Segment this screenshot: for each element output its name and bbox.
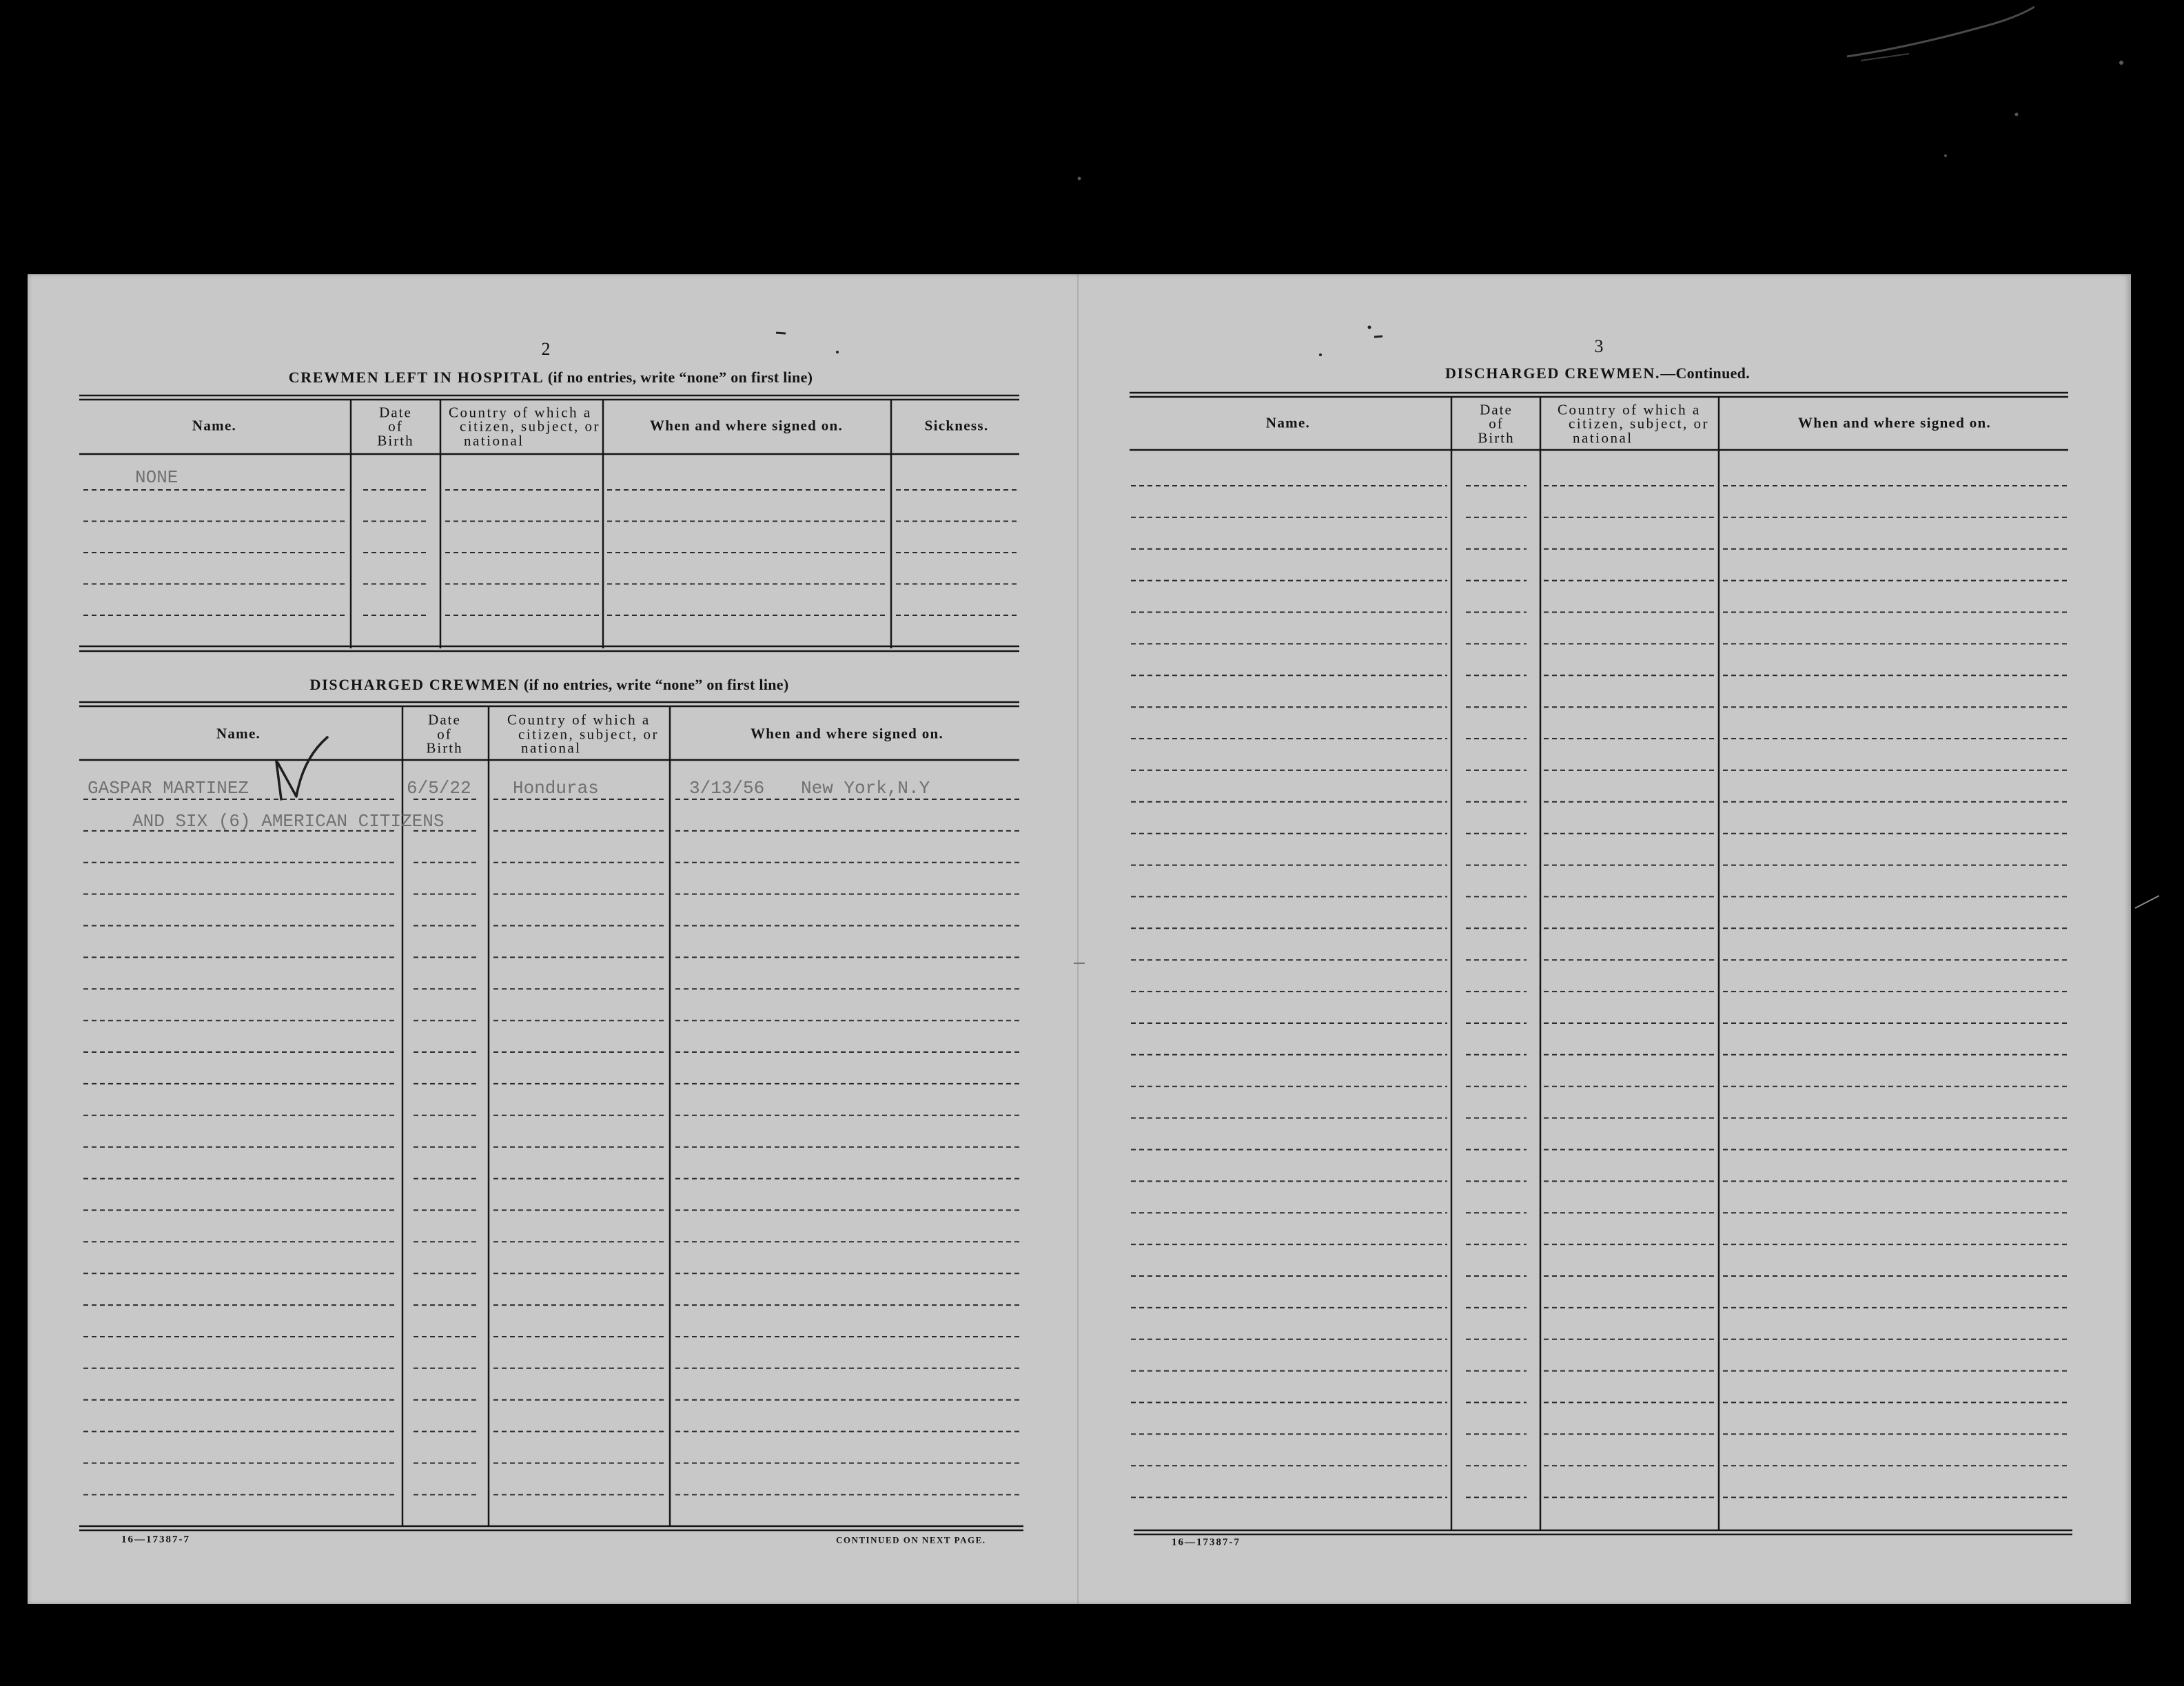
entry-name: AND SIX (6) AMERICAN CITIZENS [132,811,445,832]
column-header-signed-on: When and where signed on. [649,417,844,434]
scan-speck [836,351,839,353]
handwritten-check-mark [276,737,327,799]
header-line: Birth [377,431,414,449]
header-line: national [464,431,524,449]
header-line: Date [1480,400,1513,418]
header-line: Date [379,403,412,420]
page-number: 2 [541,339,551,359]
header-line: Date [428,711,461,728]
entry-date-of-birth: 6/5/22 [407,778,471,799]
form-number: 16—17387-7 [121,1534,190,1545]
header-line: Birth [1478,429,1515,446]
section-title-note: (if no entries, write “none” on first line) [547,369,813,386]
entry-signed-on-place: New York,N.Y [801,778,930,799]
header-line: citizen, subject, or [460,418,600,435]
entry-signed-on-date: 3/13/56 [689,778,765,799]
scan-speck [1944,154,1947,157]
header-line: citizen, subject, or [1569,415,1709,432]
scan-scratch [1847,7,2034,56]
scan-scratch [1861,54,1909,61]
header-line: Country of which a [449,403,592,420]
header-line: Birth [426,739,463,757]
entry-name: GASPAR MARTINEZ [88,778,249,799]
scan-speck [1319,353,1322,356]
header-line: citizen, subject, or [518,725,659,742]
header-line: of [437,725,452,742]
continued-notice: CONTINUED ON NEXT PAGE. [836,1534,986,1545]
column-header-name: Name. [1265,414,1311,431]
scan-speck [1374,336,1382,337]
column-header-name: Name. [216,725,261,742]
header-line: national [1573,429,1633,446]
entry-name: NONE [135,467,178,488]
column-header-signed-on: When and where signed on. [750,725,944,742]
section-title-text: DISCHARGED CREWMEN [309,676,520,693]
section-title-text: CREWMEN LEFT IN HOSPITAL [288,369,544,386]
scan-speck [2119,61,2123,65]
edge-mark [2135,896,2159,908]
header-line: of [1489,415,1504,432]
section-title-note: (if no entries, write “none” on first line) [524,676,789,693]
scan-speck [1368,326,1371,329]
header-line: of [388,418,403,435]
scan-speck [1078,177,1081,181]
header-line: Country of which a [1558,400,1701,418]
form-number: 16—17387-7 [1172,1536,1241,1548]
page-number: 3 [1594,336,1604,356]
entry-country: Honduras [513,778,599,799]
section-title-text: DISCHARGED CREWMEN. [1445,364,1661,382]
scan-speck [2015,113,2019,116]
header-line: Country of which a [507,711,651,728]
section-title-suffix: —Continued. [1660,364,1751,382]
column-header-sickness: Sickness. [924,417,989,434]
column-header-name: Name. [192,417,237,434]
header-line: national [521,739,582,757]
column-header-signed-on: When and where signed on. [1797,414,1992,431]
